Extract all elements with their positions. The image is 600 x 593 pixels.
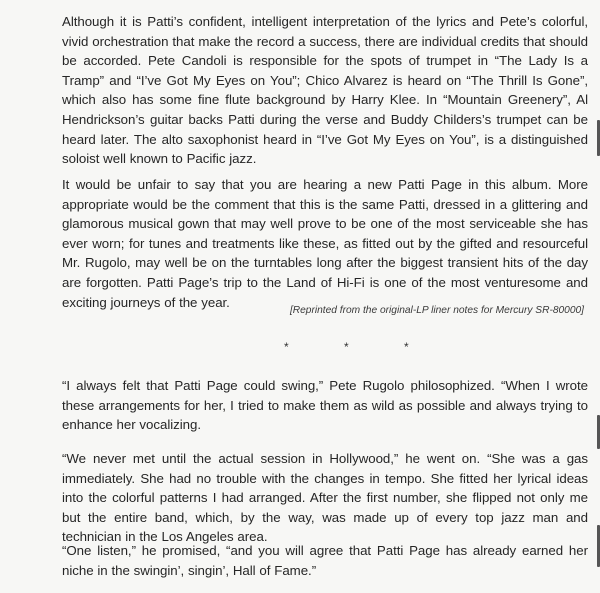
quote-hall-of-fame: “One listen,” he promised, “and you will agree that Patti Page has already earned her niche in the swingin’, singin’, Hall of Fame.” [62, 543, 588, 578]
paragraph-credits: Although it is Patti’s confident, intelligent interpretation of the lyrics and Pete’s colorful, vivid orchestration that make the record a success, there are individual credits that should be accorded. Pete Candoli is responsible for the spots of trumpet in “The Lady Is a Tramp” and “I’ve Got My Eyes on You”; Chico Alvarez is heard on “The Thrill Is Gone”, which also has some fine flute background by Harry Klee. In “Mountain Greenery”, Al Hendrickson’s guitar backs Patti during the verse and Buddy Childers’s trumpet can be heard later. The alto saxophonist heard in “I’ve Got My Eyes on You”, is a distinguished soloist well known to Pacific jazz. [62, 14, 588, 167]
reprint-credit: [Reprinted from the original-LP liner notes for Mercury SR-80000] [289, 305, 584, 316]
paragraph-new-patti: It would be unfair to say that you are hearing a new Patti Page in this album. More appropriate would be the comment that this is the same Patti, dressed in a glittering and glamorous musical gown that may well prove to be one of the most serviceable she has ever worn; for tunes and treatments like these, as fitted out by the gifted and resourceful Mr. Rugolo, may well be on the turntables long after the biggest transient hits of the day are forgotten. Patti Page’s trip to the Land of Hi-Fi is one of the most venturesome and exciting journeys of the year. [62, 177, 588, 310]
quote-swing: “I always felt that Patti Page could swing,” Pete Rugolo philosophized. “When I wrote these arrangements for her, I tried to make them as wild as possible and always trying to enhance her vocalizing. [62, 378, 588, 433]
section-separator: * * * [284, 340, 435, 354]
quote-session: “We never met until the actual session in Hollywood,” he went on. “She was a gas immediately. She had no trouble with the changes in tempo. She fitted her lyrical ideas into the colorful patterns I had arranged. After the first number, she flipped not only me but the entire band, which, by the way, was made up of every top jazz man and technician in the Los Angeles area. [62, 451, 588, 545]
